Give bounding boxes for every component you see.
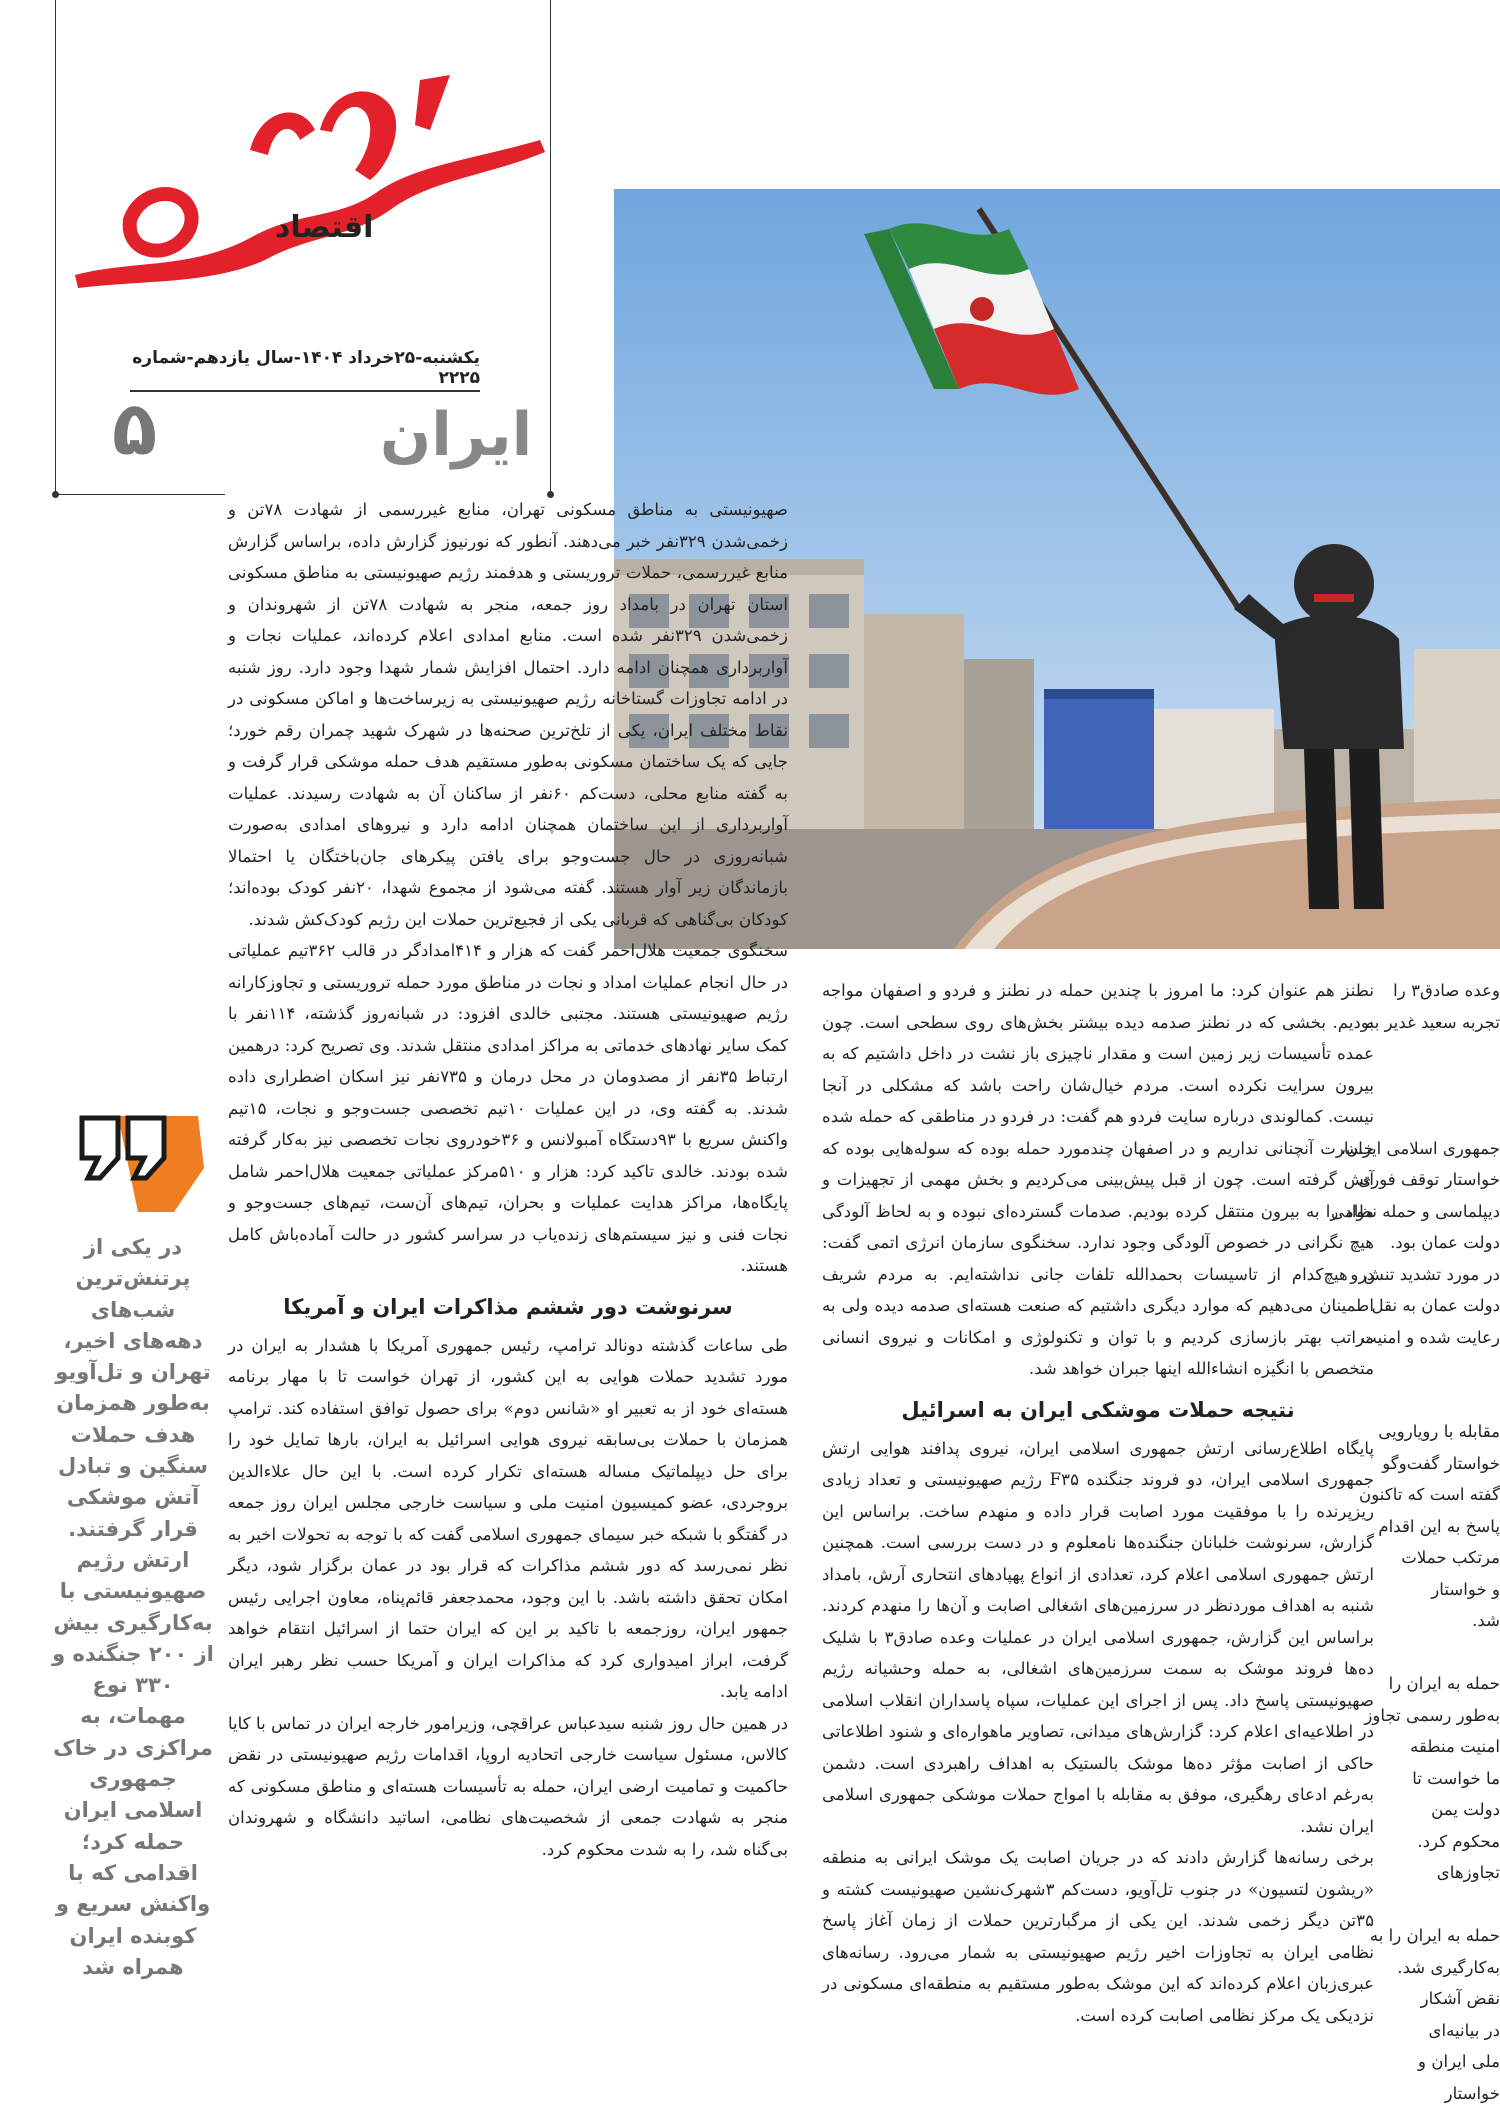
masthead-rule-left (55, 0, 56, 494)
pull-quote: در یکی از پرتنش‌ترین شب‌های دهه‌های اخیر، تهران و تل‌آویو به‌طور همزمان هدف حملات سنگین و تبادل آتش موشکی قرار گرفتند. ارتش رژیم صهیونیستی با به‌کارگیری بیش از ۲۰۰ جنگنده و ۳۳۰ نوع مهمات، به مراکزی در خاک جمهوری اسلامی ایران حمله کرد؛ اقدامی که با واکنش سریع و کوبنده ایران همراه شد (50, 1232, 216, 1983)
edge-line: جمهوری اسلامی ایران، (980, 1133, 1500, 1165)
edge-line: به‌کارگیری شد. (980, 1952, 1500, 1984)
edge-line: خواستار توقف فوری (980, 1164, 1500, 1196)
logo-text-sub: اقتصاد (275, 210, 373, 245)
edge-line: دولت عمان به نقل (980, 1290, 1500, 1322)
edge-line: دولت یمن (980, 1794, 1500, 1826)
edge-line: خواستار (980, 2078, 1500, 2109)
issue-dateline: یکشنبه-۲۵خرداد ۱۴۰۴-سال یازدهم-شماره ۲۲۲۵ (130, 348, 480, 392)
article-heading: نتیجه حملات موشکی ایران به اسرائیل (822, 1393, 1374, 1427)
article-paragraph: پایگاه اطلاع‌رسانی ارتش جمهوری اسلامی ایران، نیروی پدافند هوایی ارتش جمهوری اسلامی ایران، دو فروند جنگنده F۳۵ رژیم صهیونیستی و تعداد زیادی ریزپرنده را با موفقیت مورد اصابت قرار داده و منهدم ساخت. براساس این گزارش، سرنوشت خلبانان جنگنده‌ها نامعلوم و در دست بررسی است. همچنین ارتش جمهوری اسلامی اعلام کرد، تعدادی از انواع پهپادهای انتحاری آرش، بامداد شنبه به اهداف موردنظر در سرزمین‌های اشغالی اصابت و آن‌ها را منهدم کردند. براساس این گزارش، جمهوری اسلامی ایران در عملیات وعده صادق۳ با شلیک ده‌ها فروند موشک به سمت سرزمین‌های اشغالی، به حمله وحشیانه رژیم صهیونیستی پاسخ داد. پس از اجرای این عملیات، سپاه پاسداران انقلاب اسلامی در اطلاعیه‌ای اعلام کرد: گزارش‌های میدانی، تصاویر ماهواره‌ای و شنود اطلاعاتی حاکی از اصابت مؤثر ده‌ها موشک بالستیک به اهداف راهبردی است. دشمن به‌رغم ادعای رهگیری، موفق به مقابله با امواج حملات موشکی جمهوری اسلامی ایران نشد. (822, 1433, 1374, 1843)
edge-line (980, 1385, 1500, 1417)
edge-line (980, 1070, 1500, 1102)
edge-line: به‌طور رسمی تجاوز (980, 1700, 1500, 1732)
edge-line: دولت عمان بود. (980, 1227, 1500, 1259)
edge-line (980, 1038, 1500, 1070)
section-title: ایران (380, 405, 532, 465)
edge-line (980, 1637, 1500, 1669)
masthead-rule-bottom (55, 494, 225, 495)
edge-line: حمله به ایران را به (980, 1920, 1500, 1952)
edge-line: حمله به ایران را (980, 1668, 1500, 1700)
article-column-middle (228, 494, 788, 2063)
edge-line: وعده صادق۳ را (980, 975, 1500, 1007)
article-paragraph: صهیونیستی به مناطق مسکونی تهران، منابع غیررسمی از شهادت ۷۸تن و زخمی‌شدن ۳۲۹نفر خبر می‌دهند. آنطور که نورنیوز گزارش داده، براساس گزارش منابع غیررسمی، حملات تروریستی و هدفمند رژیم صهیونیستی به مناطق مسکونی استان تهران در بامداد روز جمعه، منجر به شهادت ۷۸تن از شهروندان و زخمی‌شدن ۳۲۹نفر شده است. منابع امدادی اعلام کرده‌اند، عملیات نجات و آواربرداری همچنان ادامه دارد. احتمال افزایش شمار شهدا وجود دارد. روز شنبه در ادامه تجاوزات گستاخانه رژیم صهیونیستی به زیرساخت‌ها و اماکن مسکونی در نقاط مختلف ایران، یکی از تلخ‌ترین صحنه‌ها در شهرک شهید چمران رقم خورد؛ جایی که یک ساختمان مسکونی به‌طور مستقیم هدف حمله موشکی قرار گرفت و به گفته منابع محلی، دست‌کم ۶۰نفر از ساکنان آن به شهادت رسیدند. عملیات آواربرداری از این ساختمان همچنان ادامه دارد و نیروهای امدادی به‌صورت شبانه‌روزی در حال جست‌وجو برای یافتن پیکرهای جان‌باختگان یا احتمالا بازماندگان زیر آوار هستند. گفته می‌شود از مجموع شهدا، ۲۰نفر کودک بوده‌اند؛ کودکان بی‌گناهی که قربانی یکی از فجیع‌ترین حملات این رژیم کودک‌کش شدند. (228, 494, 788, 935)
edge-line: نقض آشکار (980, 1983, 1500, 2015)
edge-line: و خواستار (980, 1574, 1500, 1606)
article-paragraph: برخی رسانه‌ها گزارش دادند که در جریان اصابت یک موشک ایرانی به منطقه «ریشون لتسیون» در جنوب تل‌آویو، دست‌کم ۳شهرک‌نشین صهیونیست کشته و ۳۵تن دیگر زخمی شدند. این یکی از مرگبارترین حملات از زمان آغاز پاسخ نظامی ایران به تجاوزات اخیر رژیم صهیونیستی به شمار می‌رود. رسانه‌های عبری‌زبان اعلام کرده‌اند که این موشک به‌طور مستقیم به منطقه‌ای مسکونی در نزدیکی یک مرکز نظامی اصابت کرده است. (822, 1842, 1374, 2031)
edge-line: محکوم کرد. (980, 1826, 1500, 1858)
edge-line: رعایت شده و امنیت (980, 1322, 1500, 1354)
rule-dot (52, 491, 59, 498)
edge-line: دیپلماسی و حمله نظامی (980, 1196, 1500, 1228)
masthead-rule-right (550, 0, 551, 494)
article-paragraph: طی ساعات گذشته دونالد ترامپ، رئیس جمهوری آمریکا با هشدار به ایران در مورد تشدید حملات هوایی به این کشور، از تهران خواست تا با مهار برنامه هسته‌ای خود از به تعبیر او «شانس دوم» برای حصول توافق استفاده کند. ترامپ همزمان با حملات بی‌سابقه نیروی هوایی اسرائیل به ایران، بارها تمایل خود را برای حل دیپلماتیک مساله هسته‌ای تکرار کرده است. با این حال علاءالدین بروجردی، عضو کمیسیون امنیت ملی و سیاست خارجی مجلس ایران روز جمعه در گفتگو با شبکه خبر سیمای جمهوری اسلامی گفت که با توجه به تحولات اخیر به نظر نمی‌رسد که دور ششم مذاکرات که قرار بود در عمان برگزار شود، دیگر امکان تحقق داشته باشد. با این وجود، محمدجعفر قائم‌پناه، معاون اجرایی رئیس جمهور ایران، روزجمعه با تاکید بر این که ایران حتما از اسرائیل انتقام خواهد گرفت، ابراز امیدواری کرد که مذاکرات ایران و آمریکا حسب نظر رهبر ایران ادامه یابد. (228, 1330, 788, 1708)
edge-line: مرتکب حملات (980, 1542, 1500, 1574)
article-heading: سرنوشت دور ششم مذاکرات ایران و آمریکا (228, 1290, 788, 1324)
edge-line: در بیانیه‌ای (980, 2015, 1500, 2047)
article-paragraph: نطنز هم عنوان کرد: ما امروز با چندین حمله در نطنز و فردو و اصفهان مواجه بودیم. بخشی که در نطنز صدمه دیده بیشتر بخش‌های روی سطحی است. چون عمده تأسیسات زیر زمین است و مقدار ناچیزی باز نشت در داخل داشتیم که به بیرون سرایت نکرده است. مردم خیال‌شان راحت باشد که مشکلی در آنجا نیست. کمالوندی درباره سایت فردو هم گفت: در فردو در مناطقی که حمله شده خسارت آنچنانی نداریم و در اصفهان چندمورد حمله بوده که سوله‌هایی بوده که آتش گرفته است. چون از قبل پیش‌بینی می‌کردیم و بخش مهمی از تجهیزات و مواد را به بیرون منتقل کرده بودیم. صدمات گسترده‌ای نبوده و به لحاظ آلودگی هیچ نگرانی در خصوص آلودگی وجود ندارد. سخنگوی سازمان انرژی اتمی گفت: در هیچ‌کدام از تاسیسات بحمدالله تلفات جانی نداشته‌ایم. به مردم شریف اطمینان می‌دهیم که موارد دیگری داشتیم که صنعت هسته‌ای صدمه دیده ولی به مراتب بهتر بازسازی کردیم و با توان و تکنولوژی و امکانات و نیروی انسانی متخصص با انگیزه انشاءالله اینها جبران خواهد شد. (822, 975, 1374, 1385)
edge-line: تجاوزهای (980, 1857, 1500, 1889)
edge-line: ما خواست تا (980, 1763, 1500, 1795)
edge-line (980, 1101, 1500, 1133)
quote-mark-icon (78, 1108, 204, 1218)
page-number: ۵ (112, 392, 157, 466)
edge-lines (980, 975, 1500, 2109)
edge-line: شد. (980, 1605, 1500, 1637)
edge-line: پاسخ به این اقدام (980, 1511, 1500, 1543)
edge-line (980, 1889, 1500, 1921)
edge-line: ملی ایران و (980, 2046, 1500, 2078)
article-paragraph: سخنگوی جمعیت هلال‌احمر گفت که هزار و ۴۱۴امدادگر در قالب ۳۶۲تیم عملیاتی در حال انجام عملیات امداد و نجات در مناطق مورد حمله تروریستی و تجاوزکارانه رژیم صهیونیستی هستند. مجتبی خالدی افزود: در شبانه‌روز گذشته، ۱۱۴نفر با کمک سایر نهادهای خدماتی به مراکز امدادی منتقل شدند. وی تصریح کرد: درهمین ارتباط ۳۵نفر از مصدومان در محل درمان و ۷۳۵نفر نیز اسکان اضطراری داده شدند. به گفته وی، در این عملیات ۱۰تیم تخصصی جست‌وجو و نجات، ۱۵تیم واکنش سریع با ۹۳دستگاه آمبولانس و ۳۶خودروی نجات تخصصی نیز به‌کار گرفته شده بودند. خالدی تاکید کرد: هزار و ۵۱۰مرکز عملیاتی جمعیت هلال‌احمر شامل پایگاه‌ها، مراکز هدایت عملیات و بحران، تیم‌های آن‌ست، تیم‌های جست‌وجو و نجات فنی و نیز سیستم‌های زنده‌یاب در سراسر کشور در حالت آماده‌باش کامل هستند. (228, 935, 788, 1282)
edge-line: تجربه سعید غدیر به (980, 1007, 1500, 1039)
edge-line (980, 1353, 1500, 1385)
edge-line: امنیت منطقه (980, 1731, 1500, 1763)
edge-line: مقابله با رویارویی (980, 1416, 1500, 1448)
edge-line: در مورد تشدید تنش و (980, 1259, 1500, 1291)
article-paragraph: در همین حال روز شنبه سیدعباس عراقچی، وزیرامور خارجه ایران در تماس با کایا کالاس، مسئول سیاست خارجی اتحادیه اروپا، اقدامات رژیم صهیونیستی در نقض حاکمیت و تمامیت ارضی ایران، حمله به تأسیسات هسته‌ای و مناطق مسکونی که منجر به شهادت جمعی از شخصیت‌های نظامی، اساتید دانشگاه و شهروندان بی‌گناه شد، را به شدت محکوم کرد. (228, 1708, 788, 1866)
edge-line: گفته است که تاکنون (980, 1479, 1500, 1511)
article-column-edge (1406, 975, 1500, 2063)
newspaper-logo (70, 70, 550, 320)
edge-line: خواستار گفت‌وگو (980, 1448, 1500, 1480)
